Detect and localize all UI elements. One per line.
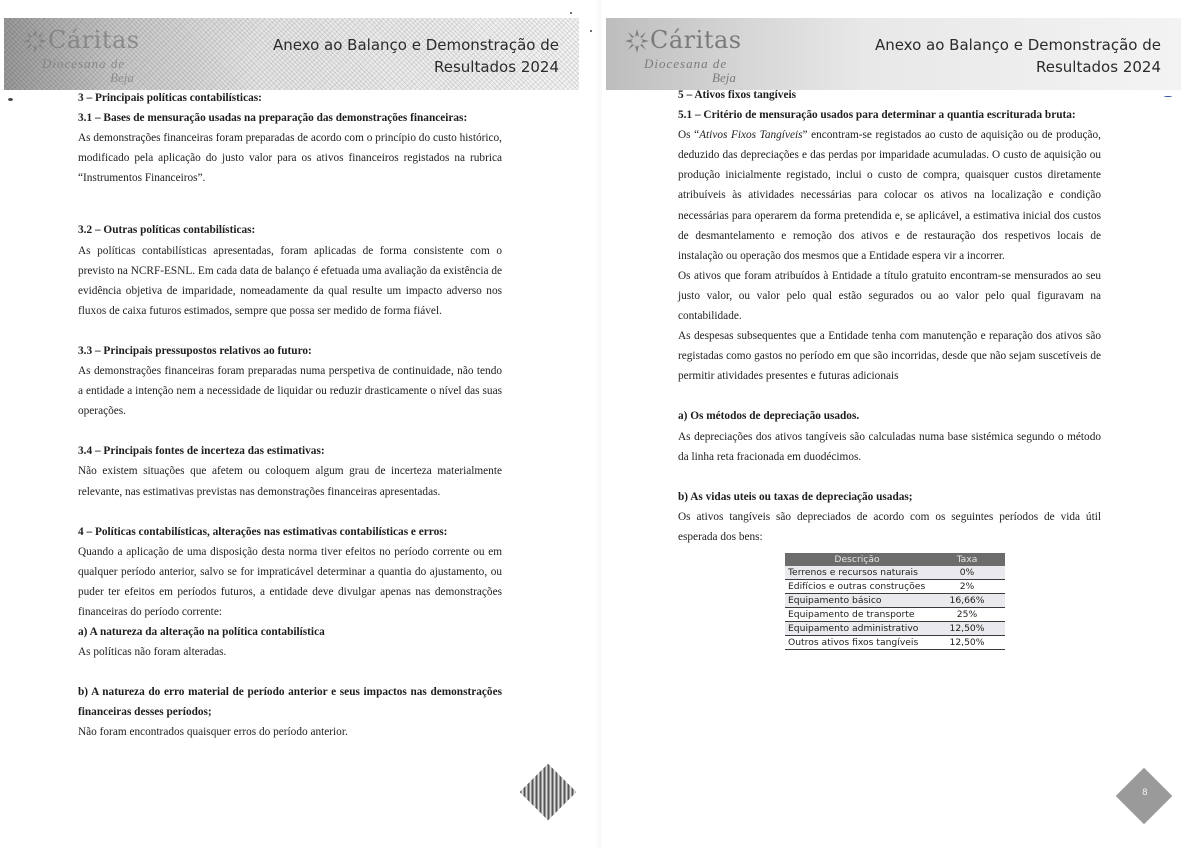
section-4-text: Quando a aplicação de uma disposição desta norma tiver efeitos no período corrente ou em qualquer período anterior, salvo se for impraticável determinar a quantia do ajustamento, ou puder ter efeitos em períodos futuros, a entidade deve divulgar apenas nas demonstrações financeiras do período corrente: (78, 545, 502, 618)
caritas-flame-icon (624, 28, 650, 54)
scan-speck (590, 30, 592, 32)
section-4a-text: As políticas não foram alteradas. (78, 646, 227, 659)
section-5-1-text-rest: ” encontram-se registados ao custo de aquisição ou de produção, deduzido das depreciações e das perdas por imparidade acumuladas. O custo de aquisição ou produção inicialmente registado, inclui o custo de compra, quaisquer custos diretamente atribuíveis às atividades necessárias para colocar os ativos na localização e condição necessárias para operarem da forma pretendida e, se aplicável, a estimativa inicial dos custos de desmantelamento e remoção dos ativos e de restauração dos respetivos locais de instalação ou operação dos mesmos que a Entidade espera vir a incorrer. (678, 129, 1101, 262)
section-3-2-text: As políticas contabilísticas apresentadas, foram aplicadas de forma consistente com o previsto na NCRF-ESNL. Em cada data de balanço é efetuada uma avaliação da existência de evidência objetiva de imparidade, nomeadamente da qual resulte um impacto adverso nos fluxos de caixa futuros estimados, sempre que possa ser medido de forma fiável. (78, 244, 502, 317)
row-description: Equipamento de transporte (785, 607, 929, 621)
table-row (785, 635, 1005, 649)
depreciation-rates-table (785, 553, 1005, 650)
table-row (785, 579, 1005, 593)
row-description: Terrenos e recursos naturais (785, 566, 929, 580)
table-row (785, 607, 1005, 621)
row-description: Outros ativos fixos tangíveis (785, 635, 929, 649)
column-header-rate: Taxa (929, 553, 1005, 566)
section-4b-text: Não foram encontrados quaisquer erros do período anterior. (78, 726, 348, 739)
section-b-heading: b) As vidas uteis ou taxas de depreciação usadas; (678, 490, 913, 503)
page-header (606, 18, 1181, 90)
section-3-1-text: As demonstrações financeiras foram preparadas de acordo com o princípio do custo histórico, modificado pela aplicação do justo valor para os ativos financeiros registados na rubrica “Instrumentos Financeiros”. (78, 132, 502, 185)
page-corner-decoration (520, 764, 577, 821)
row-description: Edifícios e outras construções (785, 579, 929, 593)
scan-speck (1164, 96, 1172, 97)
page-number: 8 (1142, 788, 1148, 798)
quote-open: Os “ (678, 129, 700, 142)
row-rate: 25% (929, 607, 1005, 621)
left-page (0, 0, 597, 848)
row-rate: 12,50% (929, 635, 1005, 649)
section-3-4-text: Não existem situações que afetem ou coloquem algum grau de incerteza materialmente relevante, nas estimativas previstas nas demonstrações financeiras apresentadas. (78, 465, 502, 498)
section-4b-heading: b) A natureza do erro material de período anterior e seus impactos nas demonstrações financeiras desses períodos; (78, 686, 502, 719)
section-5-1-text-3: As despesas subsequentes que a Entidade tenha com manutenção e reparação dos ativos são registadas como gastos no período em que são incorridas, desde que não sejam suscetíveis de permitir atividades presentes e futuras adicionais (678, 330, 1101, 383)
logo-subtitle: Diocesana de (42, 56, 126, 71)
table-row (785, 593, 1005, 607)
document-title-line2: Resultados 2024 (434, 58, 559, 76)
caritas-logo (18, 26, 158, 86)
document-title-line2: Resultados 2024 (1036, 58, 1161, 76)
section-3-3-heading: 3.3 – Principais pressupostos relativos ao futuro: (78, 344, 312, 357)
section-a-heading: a) Os métodos de depreciação usados. (678, 410, 860, 423)
section-5-1-text (678, 125, 1101, 266)
document-title (861, 34, 1161, 78)
document-title-line1: Anexo ao Balanço e Demonstração de (272, 36, 559, 54)
logo-city: Beja (110, 70, 134, 85)
caritas-logo (620, 26, 760, 86)
scan-speck (8, 98, 13, 101)
section-a-text: As depreciações dos ativos tangíveis são calculadas numa base sistémica segundo o método da linha reta fracionada em duodécimos. (678, 430, 1101, 463)
table-header-row (785, 553, 1005, 566)
section-3-3-text: As demonstrações financeiras foram preparadas numa perspetiva de continuidade, não tendo a entidade a intenção nem a necessidade de liquidar ou reduzir drasticamente o nível das suas operações. (78, 365, 502, 418)
section-5-heading: 5 – Ativos fixos tangíveis (678, 89, 796, 101)
section-5-1-text-2: Os ativos que foram atribuídos à Entidade a título gratuito encontram-se mensurados ao seu justo valor, ou valor pelo qual estão segurados ou ao valor pelo qual figuravam na contabilidade. (678, 269, 1101, 323)
row-description: Equipamento administrativo (785, 621, 929, 635)
section-3-2-heading: 3.2 – Outras políticas contabilísticas: (78, 224, 256, 237)
section-b-text: Os ativos tangíveis são depreciados de acordo com os seguintes períodos de vida útil esperada dos bens: (678, 510, 1101, 543)
section-3-1-heading: 3.1 – Bases de mensuração usadas na preparação das demonstrações financeiras: (78, 112, 468, 125)
section-4a-heading: a) A natureza da alteração na política contabilística (78, 626, 325, 639)
page-header (4, 18, 579, 90)
logo-name: Cáritas (48, 26, 140, 54)
row-rate: 0% (929, 566, 1005, 580)
row-description: Equipamento básico (785, 593, 929, 607)
right-page (602, 0, 1199, 848)
logo-city: Beja (712, 70, 736, 85)
column-header-description: Descrição (785, 553, 929, 566)
caritas-flame-icon (22, 28, 48, 54)
table-row (785, 566, 1005, 580)
left-page-body (78, 88, 502, 743)
section-4-heading: 4 – Políticas contabilísticas, alterações nas estimativas contabilísticas e erros: (78, 525, 448, 538)
logo-subtitle: Diocesana de (644, 56, 728, 71)
document-title (259, 34, 559, 78)
table-row (785, 621, 1005, 635)
section-3-heading: 3 – Principais políticas contabilísticas: (78, 92, 262, 104)
row-rate: 12,50% (929, 621, 1005, 635)
scan-speck (570, 12, 572, 14)
row-rate: 16,66% (929, 593, 1005, 607)
section-5-1-heading: 5.1 – Critério de mensuração usados para determinar a quantia escriturada bruta: (678, 109, 1076, 122)
section-3-4-heading: 3.4 – Principais fontes de incerteza das estimativas: (78, 445, 325, 458)
logo-name: Cáritas (650, 26, 742, 54)
italic-term: Ativos Fixos Tangíveis (699, 129, 803, 142)
right-page-body (678, 85, 1101, 650)
document-title-line1: Anexo ao Balanço e Demonstração de (874, 36, 1161, 54)
row-rate: 2% (929, 579, 1005, 593)
